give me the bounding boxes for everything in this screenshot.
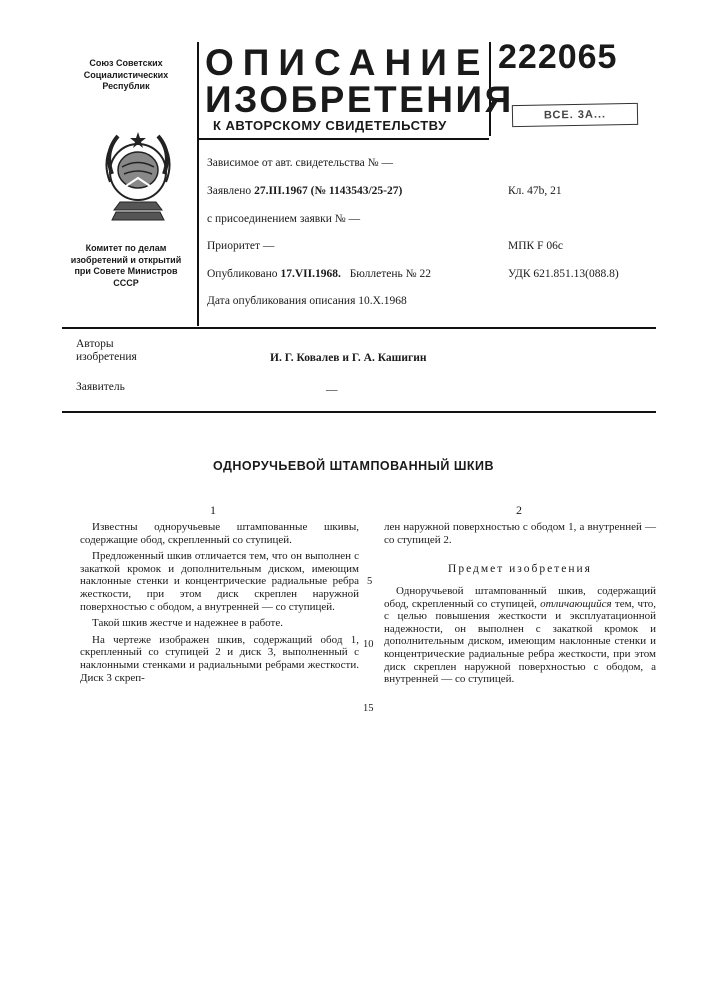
country-line: Социалистических	[62, 70, 190, 82]
applicant-label: Заявитель	[76, 381, 125, 393]
paragraph: Известны одноручьевые штампованные шкивы, содержащие обод, скрепленный со ступицей.	[80, 521, 359, 546]
subtitle-underline	[199, 138, 489, 140]
committee-line: изобретений и открытий	[62, 255, 190, 267]
library-stamp	[512, 103, 638, 127]
declared-value: 27.III.1967 (№ 1143543/25-27)	[254, 185, 402, 197]
declared-label: Заявлено	[207, 185, 251, 197]
applicant-value: —	[326, 384, 338, 396]
authors-label	[76, 338, 137, 364]
published	[207, 268, 431, 280]
country-line: Республик	[62, 81, 190, 93]
claims-text-end: тем, что, с целью повышения жесткости и эксплуатационной надежности, он выполнен с закаткой кромок и дополнительным диском, имеющим наклонные стенки и концентрические радиальные ребра жесткости, при этом диск скреплен наружной поверхностью с ободом, а внутренней — со ступицей.	[384, 598, 656, 686]
authors-label-line: изобретения	[76, 351, 137, 364]
country-line: Союз Советских	[62, 58, 190, 70]
priority: Приоритет —	[207, 240, 274, 252]
authors-divider	[62, 411, 656, 413]
column-number-2: 2	[516, 503, 522, 518]
published-label: Опубликовано	[207, 268, 278, 280]
line-number-5: 5	[367, 576, 372, 587]
state-emblem	[92, 122, 184, 230]
document-title: ОДНОРУЧЬЕВОЙ ШТАМПОВАННЫЙ ШКИВ	[0, 459, 707, 473]
line-number-10: 10	[363, 639, 374, 650]
committee-line: при Совете Министров	[62, 266, 190, 278]
claims-text	[384, 585, 656, 690]
column-number-1: 1	[210, 503, 216, 518]
claims-paragraph	[384, 585, 656, 686]
authors-label-line: Авторы	[76, 338, 137, 351]
stamp-text: ВСЕ. 3А...	[544, 108, 606, 121]
bulletin: Бюллетень № 22	[350, 268, 431, 280]
claims-text-start: Одноручьевой штампованный шкив, содержащий обод, скрепленный со ступицей,	[384, 585, 656, 610]
column-2	[384, 521, 656, 550]
divider-left	[197, 42, 199, 326]
paragraph-continuation: лен наружной поверхностью с ободом 1, а внутренней — со ступицей 2.	[384, 521, 656, 546]
paragraph: Такой шкив жестче и надежнее в работе.	[80, 617, 359, 630]
paragraph: На чертеже изображен шкив, содержащий обод 1, скрепленный со ступицей 2 и диск 3, выполненный с наклонными стенками и радиальными ребрами жесткости. Диск 3 скреп-	[80, 634, 359, 684]
dependent-cert: Зависимое от авт. свидетельства № —	[207, 157, 393, 169]
title-subtitle: К АВТОРСКОМУ СВИДЕТЕЛЬСТВУ	[213, 118, 447, 133]
published-value: 17.VII.1968.	[280, 268, 340, 280]
declared	[207, 185, 402, 197]
title-line-1: ОПИСАНИЕ	[205, 43, 489, 83]
title-line-2: ИЗОБРЕТЕНИЯ	[205, 80, 514, 120]
patent-number: 222065	[498, 38, 617, 77]
country-name	[62, 58, 190, 93]
paragraph: Предложенный шкив отличается тем, что он выполнен с закаткой кромок и дополнительным диском, имеющим наклонные стенки и концентрические радиальные ребра жесткости, при этом диск скреплен наружной поверхностью с ободом, а внутренней — со ступицей.	[80, 550, 359, 613]
classification-mpk: МПК F 06c	[508, 240, 563, 252]
header-divider	[62, 327, 656, 329]
authors-names: И. Г. Ковалев и Г. А. Кашигин	[270, 352, 426, 364]
line-number-15: 15	[363, 703, 374, 714]
committee-line: СССР	[62, 278, 190, 290]
claims-heading: Предмет изобретения	[384, 563, 656, 575]
application-addition: с присоединением заявки № —	[207, 213, 360, 225]
publication-date: Дата опубликования описания 10.X.1968	[207, 295, 407, 307]
classification-udk: УДК 621.851.13(088.8)	[508, 268, 619, 280]
committee-line: Комитет по делам	[62, 243, 190, 255]
claims-italic: отличающийся	[540, 598, 612, 610]
column-1	[80, 521, 359, 688]
classification-kl: Кл. 47b, 21	[508, 185, 562, 197]
committee-name	[62, 243, 190, 289]
